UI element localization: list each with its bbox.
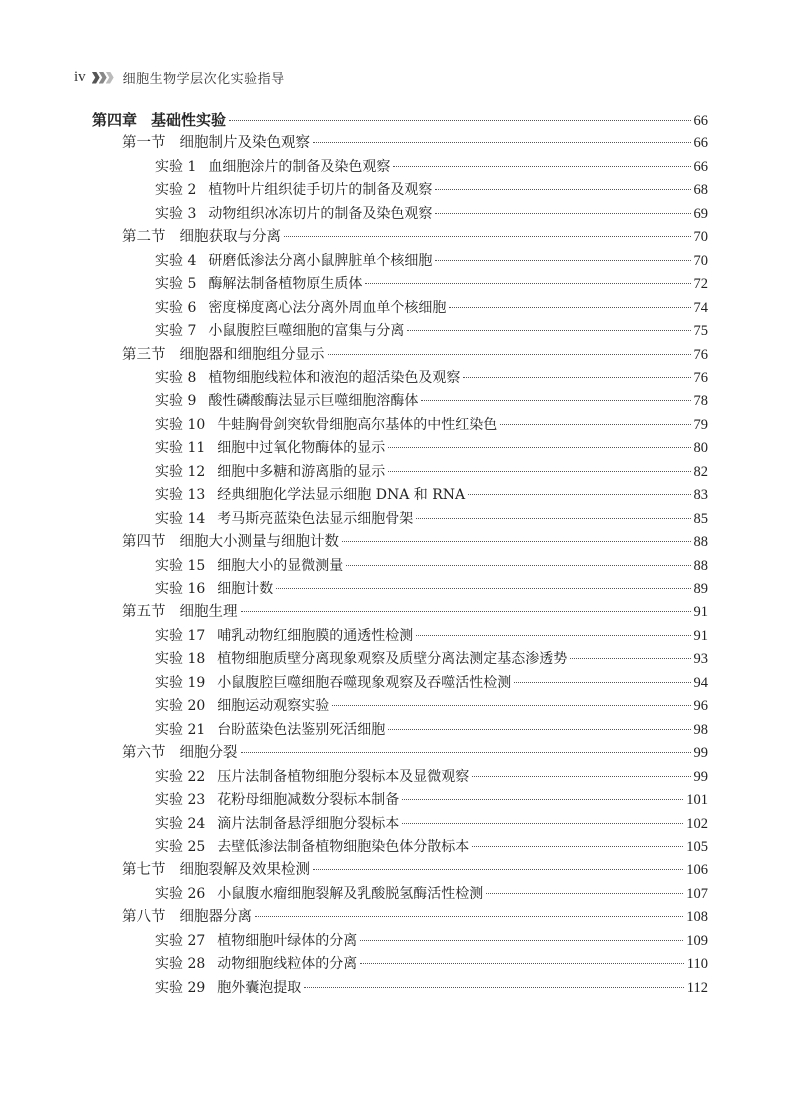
- entry-label: 第六节: [122, 745, 166, 762]
- entry-title: 植物细胞叶绿体的分离: [217, 932, 358, 949]
- dot-leader: [313, 141, 691, 143]
- toc-experiment-entry[interactable]: [155, 695, 708, 718]
- dot-leader: [276, 587, 690, 589]
- entry-label: 第三节: [122, 346, 166, 363]
- dot-leader: [435, 188, 690, 190]
- entry-label: 实验 5: [155, 276, 197, 293]
- toc-experiment-entry[interactable]: [155, 719, 708, 742]
- dot-leader: [472, 775, 690, 777]
- entry-label: 实验 14: [155, 510, 206, 527]
- entry-label: 实验 25: [155, 838, 206, 855]
- toc-experiment-entry[interactable]: [155, 297, 708, 320]
- dot-leader: [360, 939, 683, 941]
- entry-title: 细胞获取与分离: [179, 229, 281, 246]
- entry-title: 考马斯亮蓝染色法显示细胞骨架: [217, 510, 414, 527]
- entry-title: 植物细胞质壁分离现象观察及质壁分离法测定基态渗透势: [217, 651, 568, 668]
- entry-label: 实验 2: [155, 182, 197, 199]
- entry-label: 实验 26: [155, 885, 206, 902]
- entry-label: 实验 20: [155, 698, 206, 715]
- entry-page-number: 78: [693, 393, 708, 410]
- toc-experiment-entry[interactable]: [155, 320, 708, 343]
- dot-leader: [500, 423, 690, 425]
- dot-leader: [388, 470, 690, 472]
- dot-leader: [388, 728, 690, 730]
- entry-label: 实验 17: [155, 627, 206, 644]
- dot-leader: [416, 634, 690, 636]
- entry-title: 酶解法制备植物原生质体: [208, 276, 363, 293]
- entry-title: 细胞制片及染色观察: [179, 135, 310, 152]
- entry-label: 第四章: [92, 111, 138, 129]
- entry-title: 细胞运动观察实验: [217, 698, 330, 715]
- entry-title: 基础性实验: [151, 111, 227, 129]
- entry-page-number: 80: [693, 440, 708, 457]
- dot-leader: [255, 915, 683, 917]
- entry-label: 第五节: [122, 604, 166, 621]
- entry-label: 实验 18: [155, 651, 206, 668]
- entry-label: 实验 28: [155, 956, 206, 973]
- dot-leader: [332, 704, 690, 706]
- running-header: [74, 68, 285, 87]
- toc-experiment-entry[interactable]: [155, 789, 708, 812]
- entry-title: 细胞中过氧化物酶体的显示: [217, 440, 386, 457]
- entry-label: 实验 7: [155, 323, 197, 340]
- dot-leader: [570, 657, 690, 659]
- entry-page-number: 93: [693, 651, 708, 668]
- dot-leader: [416, 517, 690, 519]
- entry-label: 实验 15: [155, 557, 206, 574]
- dot-leader: [241, 610, 691, 612]
- dot-leader: [313, 868, 683, 870]
- entry-page-number: 85: [693, 510, 708, 527]
- toc-experiment-entry[interactable]: [155, 414, 708, 437]
- entry-label: 第八节: [122, 909, 166, 926]
- dot-leader: [328, 353, 691, 355]
- entry-page-number: 106: [686, 862, 708, 879]
- entry-page-number: 91: [693, 627, 708, 644]
- entry-label: 实验 21: [155, 721, 206, 738]
- toc-experiment-entry[interactable]: [155, 953, 708, 976]
- entry-title: 动物组织冰冻切片的制备及染色观察: [208, 205, 433, 222]
- toc-experiment-entry[interactable]: [155, 203, 708, 226]
- entry-title: 动物细胞线粒体的分离: [217, 956, 358, 973]
- entry-title: 细胞计数: [217, 581, 274, 597]
- entry-label: 实验 9: [155, 393, 197, 410]
- dot-leader: [514, 681, 690, 683]
- toc-experiment-entry[interactable]: [155, 766, 708, 789]
- entry-page-number: 66: [693, 113, 708, 129]
- dot-leader: [449, 306, 690, 308]
- toc-experiment-entry[interactable]: [155, 508, 708, 531]
- entry-label: 实验 13: [155, 487, 206, 504]
- entry-label: 实验 29: [155, 979, 206, 996]
- dot-leader: [486, 892, 683, 894]
- toc-experiment-entry[interactable]: [155, 813, 708, 836]
- toc-experiment-entry[interactable]: [155, 461, 708, 484]
- entry-title: 小鼠腹腔巨噬细胞的富集与分离: [208, 323, 405, 340]
- entry-title: 小鼠腹水瘤细胞裂解及乳酸脱氢酶活性检测: [217, 885, 484, 902]
- entry-page-number: 88: [693, 557, 708, 574]
- entry-label: 第二节: [122, 229, 166, 246]
- toc-experiment-entry[interactable]: [155, 672, 708, 695]
- entry-title: 密度梯度离心法分离外周血单个核细胞: [208, 299, 447, 316]
- dot-leader: [284, 235, 691, 237]
- entry-page-number: 76: [693, 369, 708, 386]
- entry-title: 花粉母细胞减数分裂标本制备: [217, 792, 400, 809]
- dot-leader: [435, 212, 690, 214]
- page-number: iv: [74, 69, 86, 85]
- entry-title: 细胞分裂: [179, 745, 238, 762]
- entry-page-number: 101: [686, 792, 708, 809]
- entry-page-number: 70: [693, 252, 708, 269]
- entry-title: 酸性磷酸酶法显示巨噬细胞溶酶体: [208, 393, 419, 410]
- entry-title: 哺乳动物红细胞膜的通透性检测: [217, 627, 414, 644]
- entry-label: 实验 10: [155, 416, 206, 433]
- book-title: 细胞生物学层次化实验指导: [122, 72, 285, 87]
- entry-title: 细胞大小测量与细胞计数: [179, 534, 339, 551]
- entry-page-number: 102: [686, 815, 708, 832]
- entry-label: 实验 23: [155, 792, 206, 809]
- entry-title: 细胞中多糖和游离脂的显示: [217, 463, 386, 480]
- toc-experiment-entry[interactable]: [155, 179, 708, 202]
- toc-experiment-entry[interactable]: [155, 437, 708, 460]
- entry-page-number: 112: [686, 979, 708, 996]
- dot-leader: [241, 751, 691, 753]
- entry-page-number: 99: [693, 745, 708, 762]
- dot-leader: [393, 165, 690, 167]
- dot-leader: [463, 376, 690, 378]
- dot-leader: [388, 446, 690, 448]
- entry-title: 研磨低渗法分离小鼠脾脏单个核细胞: [208, 252, 433, 269]
- toc-experiment-entry[interactable]: [155, 273, 708, 296]
- entry-page-number: 109: [686, 932, 708, 949]
- dot-leader: [472, 845, 683, 847]
- toc-experiment-entry[interactable]: [155, 883, 708, 906]
- entry-page-number: 66: [693, 135, 708, 152]
- entry-label: 实验 1: [155, 158, 197, 175]
- entry-page-number: 98: [693, 721, 708, 738]
- entry-title: 植物细胞线粒体和液泡的超活染色及观察: [208, 369, 461, 386]
- chevron-arrows-icon: [92, 72, 113, 84]
- dot-leader: [435, 259, 690, 261]
- toc-section-entry[interactable]: [122, 859, 708, 882]
- entry-label: 第一节: [122, 135, 166, 152]
- toc-experiment-entry[interactable]: [155, 977, 708, 1000]
- entry-title: 压片法制备植物细胞分裂标本及显微观察: [217, 768, 470, 785]
- entry-title: 去壁低渗法制备植物细胞染色体分散标本: [217, 838, 470, 855]
- entry-page-number: 96: [693, 698, 708, 715]
- toc-section-entry[interactable]: [122, 906, 708, 929]
- entry-label: 实验 24: [155, 815, 206, 832]
- entry-title: 细胞大小的显微测量: [217, 557, 344, 574]
- toc-experiment-entry[interactable]: [155, 484, 708, 507]
- entry-page-number: 79: [693, 416, 708, 433]
- dot-leader: [468, 493, 690, 495]
- entry-page-number: 88: [693, 534, 708, 551]
- entry-page-number: 108: [686, 909, 708, 926]
- entry-label: 实验 27: [155, 932, 206, 949]
- entry-label: 实验 6: [155, 299, 197, 316]
- toc-section-entry[interactable]: [122, 132, 708, 155]
- entry-label: 实验 8: [155, 369, 197, 386]
- entry-title: 植物叶片组织徒手切片的制备及观察: [208, 182, 433, 199]
- dot-leader: [304, 986, 684, 988]
- toc-experiment-entry[interactable]: [155, 625, 708, 648]
- entry-title: 滴片法制备悬浮细胞分裂标本: [217, 815, 400, 832]
- entry-label: 实验 3: [155, 205, 197, 222]
- toc-section-entry[interactable]: [122, 344, 708, 367]
- entry-page-number: 94: [693, 674, 708, 691]
- toc-section-entry[interactable]: [122, 601, 708, 624]
- entry-title: 细胞裂解及效果检测: [179, 862, 310, 879]
- toc-experiment-entry[interactable]: [155, 156, 708, 179]
- dot-leader: [402, 822, 683, 824]
- entry-label: 第四节: [122, 534, 166, 551]
- entry-page-number: 75: [693, 323, 708, 340]
- entry-page-number: 72: [693, 276, 708, 293]
- toc-experiment-entry[interactable]: [155, 250, 708, 273]
- entry-page-number: 89: [693, 581, 708, 597]
- entry-label: 实验 11: [155, 440, 206, 457]
- entry-title: 血细胞涂片的制备及染色观察: [208, 158, 391, 175]
- entry-page-number: 66: [693, 158, 708, 175]
- entry-title: 胞外囊泡提取: [217, 979, 302, 996]
- dot-leader: [229, 119, 690, 121]
- toc-section-entry[interactable]: [122, 742, 708, 765]
- entry-title: 细胞器和细胞组分显示: [179, 346, 325, 363]
- entry-page-number: 105: [686, 838, 708, 855]
- entry-title: 小鼠腹腔巨噬细胞吞噬现象观察及吞噬活性检测: [217, 674, 512, 691]
- toc-chapter-entry[interactable]: [92, 109, 708, 132]
- entry-title: 台盼蓝染色法鉴别死活细胞: [217, 721, 386, 738]
- toc-experiment-entry[interactable]: [155, 930, 708, 953]
- toc-experiment-entry[interactable]: [155, 390, 708, 413]
- entry-title: 经典细胞化学法显示细胞 DNA 和 RNA: [217, 487, 466, 504]
- toc-experiment-entry[interactable]: [155, 555, 708, 578]
- entry-page-number: 74: [693, 299, 708, 316]
- toc-experiment-entry[interactable]: [155, 578, 708, 601]
- dot-leader: [342, 540, 691, 542]
- entry-page-number: 110: [686, 956, 708, 973]
- entry-title: 牛蛙胸骨剑突软骨细胞高尔基体的中性红染色: [217, 416, 498, 433]
- entry-page-number: 69: [693, 205, 708, 222]
- entry-label: 实验 16: [155, 581, 206, 597]
- dot-leader: [365, 282, 690, 284]
- entry-page-number: 70: [693, 229, 708, 246]
- entry-page-number: 107: [686, 885, 708, 902]
- entry-page-number: 91: [693, 604, 708, 621]
- entry-label: 实验 4: [155, 252, 197, 269]
- entry-label: 第七节: [122, 862, 166, 879]
- entry-label: 实验 19: [155, 674, 206, 691]
- toc-section-entry[interactable]: [122, 226, 708, 249]
- entry-page-number: 83: [693, 487, 708, 504]
- dot-leader: [407, 329, 690, 331]
- entry-page-number: 76: [693, 346, 708, 363]
- entry-title: 细胞生理: [179, 604, 238, 621]
- toc-section-entry[interactable]: [122, 531, 708, 554]
- entry-label: 实验 12: [155, 463, 206, 480]
- dot-leader: [402, 798, 683, 800]
- dot-leader: [360, 962, 684, 964]
- entry-page-number: 82: [693, 463, 708, 480]
- toc-experiment-entry[interactable]: [155, 367, 708, 390]
- dot-leader: [346, 564, 690, 566]
- entry-page-number: 99: [693, 768, 708, 785]
- toc-experiment-entry[interactable]: [155, 836, 708, 859]
- entry-label: 实验 22: [155, 768, 206, 785]
- entry-title: 细胞器分离: [179, 909, 252, 926]
- entry-page-number: 68: [693, 182, 708, 199]
- toc-experiment-entry[interactable]: [155, 648, 708, 671]
- dot-leader: [421, 399, 690, 401]
